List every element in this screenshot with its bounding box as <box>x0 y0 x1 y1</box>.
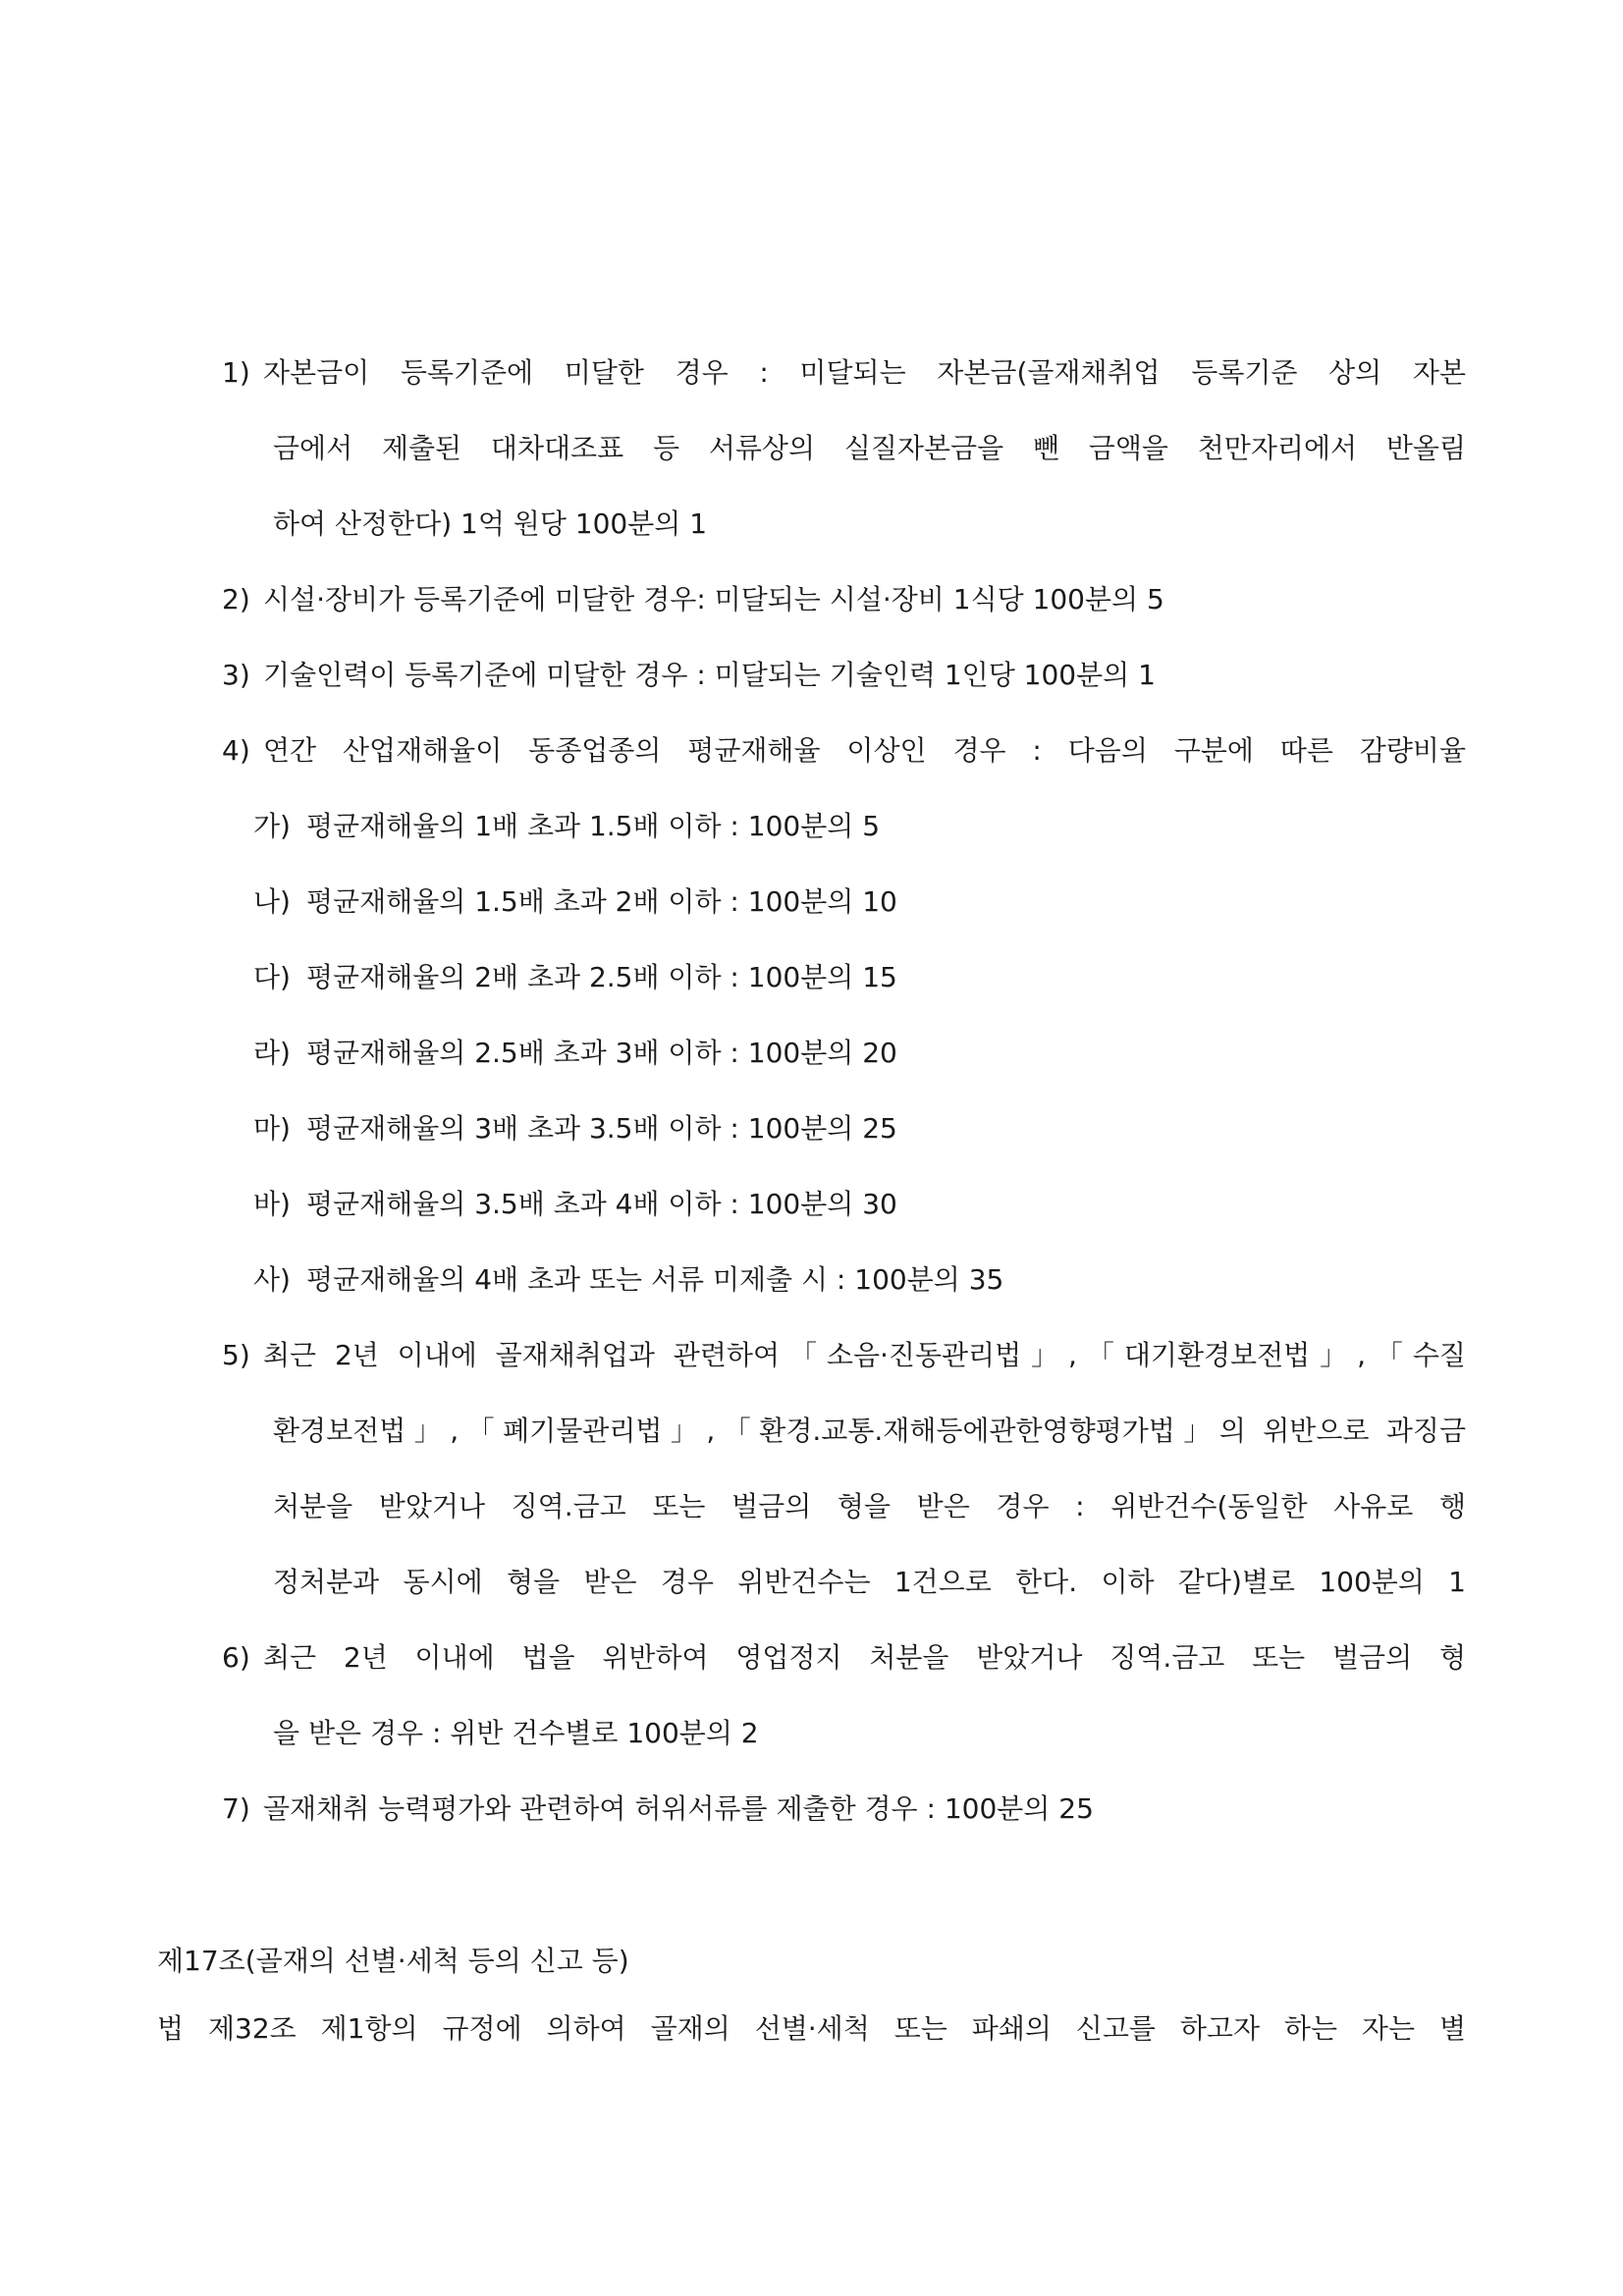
item-1-line-3: 하여 산정한다) 1억 원당 100분의 1 <box>273 507 708 540</box>
sub-item-text: 평균재해율의 3.5배 초과 4배 이하 : 100분의 30 <box>306 1188 897 1220</box>
item-1-line-1: 자본금이 등록기준에 미달한 경우 : 미달되는 자본금(골재채취업 등록기준 상의 자본 <box>263 356 1466 389</box>
sub-item-number: 라) <box>253 1037 291 1069</box>
item-4-number: 4) <box>222 734 250 767</box>
item-6-line-2: 을 받은 경우 : 위반 건수별로 100분의 2 <box>273 1717 759 1749</box>
sub-item-text: 평균재해율의 1배 초과 1.5배 이하 : 100분의 5 <box>306 810 881 842</box>
item-5-line-3: 처분을 받았거나 징역.금고 또는 벌금의 형을 받은 경우 : 위반건수(동일한 사유로 행 <box>273 1490 1466 1522</box>
sub-item-text: 평균재해율의 2배 초과 2.5배 이하 : 100분의 15 <box>306 961 897 993</box>
item-1-line-2: 금에서 제출된 대차대조표 등 서류상의 실질자본금을 뺀 금액을 천만자리에서 반올림 <box>273 432 1466 464</box>
item-5-line-1: 최근 2년 이내에 골재채취업과 관련하여「소음·진동관리법」,「대기환경보전법」,「수질 <box>263 1339 1466 1371</box>
item-4-line-1: 연간 산업재해율이 동종업종의 평균재해율 이상인 경우 : 다음의 구분에 따른 감량비율 <box>263 734 1466 767</box>
item-2-number: 2) <box>222 583 250 615</box>
sub-item-number: 사) <box>253 1263 291 1296</box>
sub-item-number: 다) <box>253 961 291 993</box>
item-5-line-4: 정처분과 동시에 형을 받은 경우 위반건수는 1건으로 한다. 이하 같다)별로 100분의 1 <box>273 1566 1466 1598</box>
sub-item-text: 평균재해율의 3배 초과 3.5배 이하 : 100분의 25 <box>306 1112 897 1145</box>
item-2-line-1: 시설·장비가 등록기준에 미달한 경우: 미달되는 시설·장비 1식당 100분의 5 <box>263 583 1164 615</box>
sub-item-text: 평균재해율의 1.5배 초과 2배 이하 : 100분의 10 <box>306 885 897 918</box>
item-5-number: 5) <box>222 1339 250 1371</box>
item-3-line-1: 기술인력이 등록기준에 미달한 경우 : 미달되는 기술인력 1인당 100분의 1 <box>263 659 1156 691</box>
article-heading: 제17조(골재의 선별·세척 등의 신고 등) <box>157 1945 629 1977</box>
sub-item-number: 바) <box>253 1188 291 1220</box>
sub-item-text: 평균재해율의 2.5배 초과 3배 이하 : 100분의 20 <box>306 1037 897 1069</box>
sub-item-number: 나) <box>253 885 291 918</box>
item-6-line-1: 최근 2년 이내에 법을 위반하여 영업정지 처분을 받았거나 징역.금고 또는 벌금의 형 <box>263 1641 1466 1674</box>
item-5-line-2: 환경보전법」,「폐기물관리법」,「환경.교통.재해등에관한영향평가법」의 위반으로 과징금 <box>273 1415 1466 1447</box>
item-7-line-1: 골재채취 능력평가와 관련하여 허위서류를 제출한 경우 : 100분의 25 <box>263 1792 1094 1825</box>
article-body: 법 제32조 제1항의 규정에 의하여 골재의 선별·세척 또는 파쇄의 신고를 하고자 하는 자는 별 <box>157 2012 1466 2045</box>
item-6-number: 6) <box>222 1641 250 1674</box>
item-1-number: 1) <box>222 356 250 389</box>
item-3-number: 3) <box>222 659 250 691</box>
sub-item-text: 평균재해율의 4배 초과 또는 서류 미제출 시 : 100분의 35 <box>306 1263 1004 1296</box>
item-7-number: 7) <box>222 1792 250 1825</box>
sub-item-number: 마) <box>253 1112 291 1145</box>
sub-item-number: 가) <box>253 810 291 842</box>
